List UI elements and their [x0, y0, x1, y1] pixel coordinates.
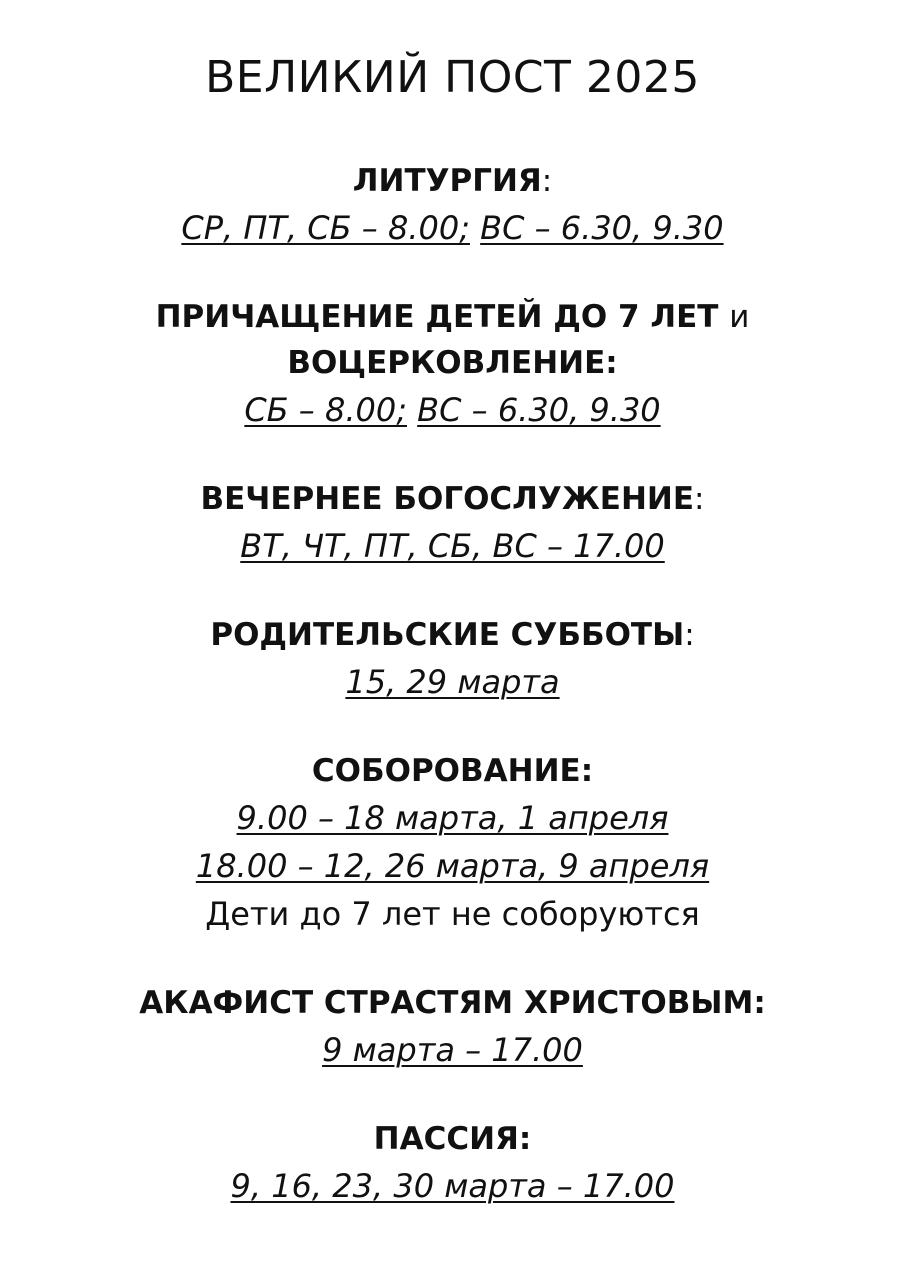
- heading-colon: :: [684, 617, 695, 653]
- schedule-line: [0, 1162, 905, 1210]
- section-liturgy: [0, 158, 905, 252]
- section-heading: СОБОРОВАНИЕ:: [311, 753, 594, 789]
- section-note: Дети до 7 лет не соборуются: [205, 895, 700, 933]
- schedule-line: [0, 842, 905, 890]
- schedule-text: 9, 16, 23, 30 марта – 17.00: [230, 1167, 675, 1205]
- schedule-text: 9.00 – 18 марта, 1 апреля: [236, 799, 669, 837]
- schedule-line: [0, 204, 905, 252]
- heading-colon: :: [541, 163, 553, 199]
- section-akathist: [0, 980, 905, 1074]
- heading-conjunction: и: [729, 299, 750, 335]
- schedule-line: [0, 386, 905, 434]
- section-communion: [0, 294, 905, 434]
- page-title: ВЕЛИКИЙ ПОСТ 2025: [205, 52, 700, 103]
- schedule-line: [0, 794, 905, 842]
- schedule-text: ВС – 6.30, 9.30: [480, 209, 724, 247]
- heading-text: ВЕЧЕРНЕЕ БОГОСЛУЖЕНИЕ: [200, 481, 695, 517]
- section-heading: [0, 294, 905, 340]
- schedule-line: [0, 522, 905, 570]
- section-unction: [0, 748, 905, 938]
- schedule-text: ВС – 6.30, 9.30: [417, 391, 661, 429]
- schedule-text: 15, 29 марта: [345, 663, 560, 701]
- section-heading: [0, 158, 905, 204]
- section-heading: [0, 476, 905, 522]
- schedule-text: 18.00 – 12, 26 марта, 9 апреля: [195, 847, 710, 885]
- heading-text: ЛИТУРГИЯ: [352, 163, 542, 199]
- schedule-text: СР, ПТ, СБ – 8.00;: [181, 209, 470, 247]
- heading-colon: :: [694, 481, 705, 517]
- section-passion: [0, 1116, 905, 1210]
- section-heading: АКАФИСТ СТРАСТЯМ ХРИСТОВЫМ:: [139, 985, 766, 1021]
- schedule-text: СБ – 8.00;: [244, 391, 407, 429]
- section-heading: ПАССИЯ:: [373, 1121, 532, 1157]
- heading-text: ПРИЧАЩЕНИЕ ДЕТЕЙ ДО 7 ЛЕТ: [155, 299, 719, 335]
- section-parental-saturdays: [0, 612, 905, 706]
- schedule-text: 9 марта – 17.00: [322, 1031, 583, 1069]
- heading-text: РОДИТЕЛЬСКИЕ СУББОТЫ: [210, 617, 685, 653]
- schedule-line: [0, 658, 905, 706]
- schedule-line: [0, 1026, 905, 1074]
- schedule-text: ВТ, ЧТ, ПТ, СБ, ВС – 17.00: [240, 527, 665, 565]
- section-heading: [0, 612, 905, 658]
- section-heading: ВОЦЕРКОВЛЕНИЕ:: [287, 345, 618, 381]
- section-evening-service: [0, 476, 905, 570]
